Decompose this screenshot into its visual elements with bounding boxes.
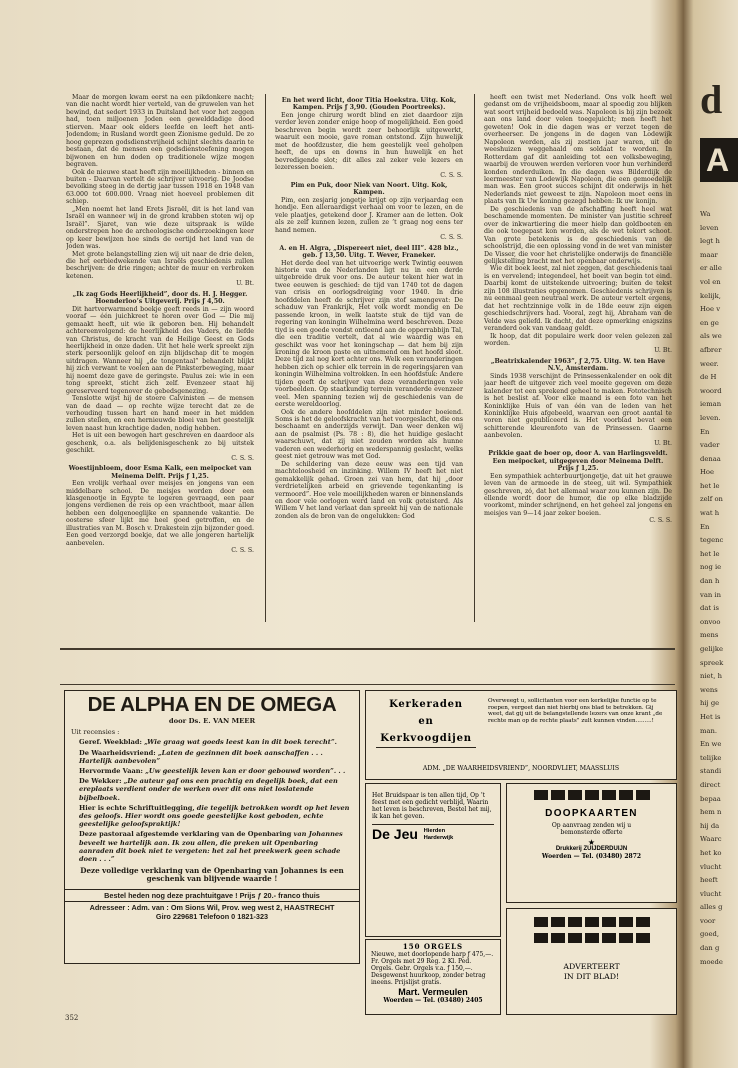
adv-line: ADVERTEERT [563,962,620,971]
next-page-line: afbrer [700,345,722,354]
next-page-line: leven [700,223,719,232]
next-page-line: kelijk, [700,291,721,300]
paragraph: Ook de andere hoofddelen zijn niet minder boeiend. Soms is het de geloofskracht van het voorgeslacht, die ons beschaamt en anderzijds verwijt. Dan weer denken wij aan de psalmist (Ps. 78 : 8), die het huidige geslacht waarschuwt, dat zij niet zouden worden als hunne vaderen een wederhorig en wederspannig geslacht, welks geest niet getrouw was met God. [275,408,463,461]
next-page-line: mens [700,631,719,640]
review-signature: C. S. S. [231,454,254,462]
paragraph: Met grote belangstelling zien wij uit naar de drie delen, die het eerbiedwekende van Israëls geschiedenis zullen beschrijven: de drie ringen; achter de muur en verbroken ketenen. [66,250,254,280]
next-page-line: maar [700,250,718,259]
paragraph: Een vrolijk verhaal over meisjes en jongens van een middelbare school. De meisjes worden door een klasgenootje in Egypte te logeren gevraagd, een paar jongens verdienen de reis op een vrachtboot, maar allen hebben een dolgenoeglijke en spannende vakantie. De oosterse sfeer lijkt me heel goed getroffen, en de illustraties van M. Bosch v. Drakestein zijn bijzonder goed. Een goed verzorgd boekje, dat we alle jongeren hartelijk aanbevelen. [66,480,254,547]
next-page-letter: d [700,77,723,122]
adv-line: IN DIT BLAD! [563,972,620,981]
druk-printer: Drukkerij ZUIJDERDUIJN [555,845,628,852]
next-page-line: heeft [700,876,718,885]
review-text: „Laten de gezinnen dit boek aanschaffen . . . Hartelijk aanbevolen” [79,748,323,765]
review-heading: En het werd licht, door Titia Hoekstra. Uitg. Kok, Kampen. Prijs ƒ 3,90. (Gouden Poortreeks). [281,97,457,112]
next-page-line: standi [700,767,722,776]
star-icon: ★ [587,837,596,847]
next-page-line: en ge [700,318,719,327]
next-page-line: direct [700,780,721,789]
ad-intro: Uit recensies : [71,728,120,737]
next-page-line: man. [700,726,718,735]
next-page-inverted-letter: A [700,138,738,182]
next-page-line: En [700,522,710,531]
next-page-line: hij ge [700,699,720,708]
next-page-line: Hoe v [700,305,721,314]
next-page-line: wat h [700,509,720,518]
ad-address: Adresseer : Adm. van : Om Sions Wil, Prov. weg west 2, HAASTRECHT [65,901,359,912]
review-signature: C. S. S. [440,234,463,242]
next-page-line: moede [700,957,723,966]
review-quote [79,830,353,863]
jeu-place: Hierden [423,828,446,834]
jeu-sign [372,824,494,841]
orgels-contact: Woerden — Tel. (03480) 2405 [383,997,483,1004]
orgels-brand: Mart. Vermeulen [398,987,468,997]
next-page-line: vlucht [700,862,722,871]
block-border [507,933,676,946]
review-signature: U. Bt. [654,347,672,355]
paragraph: Pim, een zesjarig jongetje krijgt op zijn verjaardag een hondje. Een alleraardigst verhaal om voor te lezen, en de vele plaatjes, getekend door J. Kramer aan de letten. Ook als ze zelf kunnen lezen, zullen ze ’t graag nog eens ter hand nemen. [275,196,463,234]
ad-closing: Deze volledige verklaring van de Openbaring van Johannes is een geschenk van blijvende waarde ! [80,866,344,884]
column-1 [66,94,254,622]
paragraph: Een sympathiek achterbuurtjongetje, dat uit het grauwe leven van de armoede in de steeg, uit wil. Sympathiek geschreven, zó, dat het allemaal waar zou kunnen zijn. De ellende wordt door de humor, die op elke bladzijde voorkomt, minder schrijnend, en het geheel zal jongens en meisjes van 9—14 jaar zeker boeien. [484,472,672,517]
ad-price: Bestel heden nog deze prachtuitgave ! Prijs ƒ 20.- franco thuis [65,889,359,900]
review-source: De Wekker: [79,777,122,786]
review-text: „Wie graag wat goeds leest kan in dit boek terecht”. [144,738,337,747]
block-border [507,917,676,930]
review-heading: Woestijnbloem, door Esma Kalk, een meipocket van Meinema Delft. Prijs ƒ 1,25. [68,465,252,480]
review-heading: Pim en Puk, door Niek van Noort. Uitg. Kok, Kampen. [290,181,448,197]
next-page-line: van in [700,590,721,599]
next-page-line: En we [700,740,722,749]
next-page-line: als we [700,332,722,341]
next-page-line: het le [700,549,720,558]
newspaper-page [60,78,675,1036]
next-page-line: denaa [700,454,721,463]
next-page-line: goed, [700,930,719,939]
review-source: Geref. Weekblad: [79,738,142,747]
paragraph: De schildering van deze eeuw was een tijd van machteloosheid en inzinking. Willem IV heeft het niet gemakkelijk gehad. Groen zei van hem, dat hij „door verdrietelijken arbeid en grievende tegenkanting is vermoord”. Hoe vele moeilijkheden waren er binnenslands en door vele oorlogen werd land en volk geteisterd. Als Willem V het land verlaat dan spreekt hij van de nationale zonden als de bron van de ongelukken: God [275,460,463,520]
column-divider [474,94,475,622]
next-page-line: vlucht [700,889,722,898]
paragraph: De geschiedenis van de afschaffing heeft heel wat beschamende momenten. De minister van justitie schreef over de inkwartiering die meer hielp dan goldboeten en die ook toegepast kon worden, als de wet tekort schoot. Van grote betekenis is de geschiedenis van de schoolstrijd, die een oplossing vond in de wet van minister De Visser, die voor het christelijke onderwijs de financiële gelijkstelling bracht met het openbaar onderwijs. [484,205,672,265]
druk-title: DOOPKAARTEN [545,808,638,820]
orgels-title: 150 ORGELS [402,942,464,951]
ad-doopkaarten [506,783,677,903]
jeu-text: Het Bruidspaar is ten allen tijd, Op ’t feest met een gedicht verblijd, Waarin het leven is beschreven, Bestel het mij, ik kan het geven. [372,792,492,820]
review-text: van Johannes beveelt we hartelijk aan. Ik zou allen, die preken uit Openbaring aanraden dit boek niet te vergeten: het zal het preekwerk geen schade doen . . .” [79,830,343,864]
next-page-line: onvoo [700,617,721,626]
next-page-line: de H [700,373,717,382]
next-page-line: gelijke [700,645,723,653]
next-page-line: legt h [700,237,720,246]
paragraph: Sinds 1938 verschijnt de Prinsessenkalender en ook dit jaar heeft de uitgever zich veel moeite gegeven om deze kalender tot een sprekend geheel te maken. Fototechnisch is het beslist af. Voor elke maand is een foto van het Koninklijke Huis of van één van de leden van het Koninklijke Huis afgebeeld, waarvan een groot aantal te voren niet gepubliceerd is. Het voorblad bevat een schitterende kleurenfoto van de Prinsessen. Gaarne aanbevolen. [484,372,672,440]
review-heading: „Ik zag Gods Heerlijkheid”, door ds. H. J. Hegger. Hoenderloo’s Uitgeverij. Prijs ƒ 4,50. [72,290,248,306]
kerk-text: Overweegt u, sollicitanten voor een kerkelijke functie op te roepen, vergeet dan niet hierbij ons blad te betrekken. Gij weet, dat gij uit de belangstellende lezers van onze krant „de rechte man op de rechte plaats” zult kunnen vinden.........! [488,698,663,725]
section-divider [60,684,675,685]
next-page-line: dan g [700,944,720,953]
next-page-line: hem n [700,808,722,817]
review-heading: A. en H. Algra, „Dispereert niet, deel III”. 428 blz., geb. ƒ 13,50. Uitg. T. Wever, Franeker. [279,244,459,260]
next-page-line: Hoe [700,468,715,477]
next-page-line: Wa [700,210,711,218]
druk-contact: Woerden — Tel. (03480) 2872 [541,853,642,861]
next-page-line: weer. [700,359,719,368]
paragraph: Tenslotte wijst hij de stoere Calvinisten — de mensen van de daad — op rechte wijze terecht dat ze de verhouding tussen hart en hand meer in het midden zullen stellen, en een hernieuwde bloei van het geestelijk leven naast hun krachtige daden, nodig hebben. [66,395,254,432]
review-signature: U. Bt. [654,439,672,447]
next-page-line: dan h [700,577,720,586]
review-quote [79,749,353,765]
ad-kerkeraden [365,690,677,780]
next-page-line: alles g [700,903,723,912]
next-page-line: bepaa [700,794,721,803]
next-page-line: Het is [700,712,721,721]
paragraph: Maar de morgen kwam eerst na een pikdonkere nacht; van die nacht wordt hier verteld, van de gruwelen van het bewind, dat sedert 1933 in Duitsland het voor het zeggen had, toen miljoenen Joden een gewelddadige dood stierven. Maar ook elders leefde en leeft het anti-Jodendom; in Rusland wordt geen Zionisme geduld. De zo hoog geprezen godsdienstvrijheid schijnt slechts daarin te bestaan, dat de mensen een godsdienstoefening mogen bijwonen en hun doden op traditionele wijze mogen begraven. [66,94,254,169]
review-signature: C. S. S. [231,547,254,555]
ad-adverteert [506,908,677,1015]
next-page-line: het le [700,481,720,490]
ad-title: DE ALPHA EN DE OMEGA [87,693,337,716]
column-divider [265,94,266,622]
jeu-brand: De Jeu [372,826,418,842]
review-source: Hervormde Vaan: [79,767,143,776]
column-2 [275,94,463,622]
ad-alpha-omega [64,690,360,964]
jeu-places [424,828,454,841]
ad-de-jeu [365,783,501,937]
next-page-lines [700,208,738,969]
review-signature: C. S. S. [440,171,463,179]
ad-author: door Ds. E. VAN MEER [168,717,256,725]
block-border-top [507,790,676,802]
next-page-line: vol en [700,277,721,286]
logo-line: Kerkeraden [389,699,463,710]
paragraph: Wie dit boek leest, zal niet zeggen, dat geschiedenis taai is en vervelend; integendeel, het boeit van begin tot eind. Daarbij komt de uitstekende uitvoering; buiten de tekst zijn 108 illustraties opgenomen. Geschiedenis schrijven is nu eenmaal geen neutraal werk. De auteur vertelt ergens, dat het rechtzinnige volk in de 18de eeuw zijn eigen geschiedschrijvers had. Vooral, zegt hij, Abraham van de Velde was geliefd. Ik dacht, dat deze opmerking enigszins veranderd ook van vandaag geldt. [484,265,672,333]
paragraph: Ik hoop, dat dit populaire werk door velen gelezen zal worden. [484,332,672,347]
next-page-line: woord [700,386,722,395]
logo-line: Kerkvoogdijen [376,730,476,748]
page-number: 352 [65,1014,79,1022]
next-page-line: niet, h [700,672,723,681]
next-page-line: vader [700,441,720,450]
kerk-logo [376,696,476,748]
next-page-line: hij da [700,821,720,830]
logo-line: en [418,716,434,727]
review-signature: U. Bt. [236,280,254,288]
review-text: „Uw geestelijk leven kan er door gebouwd worden”. . . [145,767,346,776]
next-page-line: leven. [700,413,721,422]
paragraph: Het is uit een bewogen hart geschreven en daardoor als geschenk, o.a. als belijdenisgeschenk zo bij uitstek geschikt. [66,432,254,455]
next-page-line: nog ie [700,563,722,572]
paragraph: Een jonge chirurg wordt blind en ziet daardoor zijn verder leven zonder enige hoop of mogelijkheid. Een goed beschreven begin wordt zeer behoorlijk uitgewerkt, waaruit een mooie, gave roman ontstond. Zijn huwelijk met de hoofdzuster, die hem geestelijk veel geholpen heeft, de ups en downs in hun huwelijk en het bevredigende slot; dit alles zal zeker vele lezers en lezeressen boeien. [275,111,463,172]
review-source: De Waarheidsvriend: [79,748,156,757]
next-page-line: En [700,427,710,436]
orgels-text: Nieuwe, met doorlopende harp ƒ 475,—. Fr. Orgels met 29 Reg. 2 Kl. Ped. Orgels. Gebr. Orgels v.a. ƒ 150,—. Desgewenst huurkoop, zonder betrag ineens. Prijslijst gratis. [371,951,494,986]
review-quote [79,767,353,775]
review-source: Deze pastoraal afgestemde verklaring van de Openbaring [79,830,292,839]
next-page-line: zelf on [700,495,723,504]
review-quote [79,804,353,829]
review-quote [79,777,353,802]
paragraph: Het derde deel van het uitvoerige werk Twintig eeuwen historie van de Nederlanden ligt nu in een derde uitgebreide druk voor ons. De auteur tekent hier wat in twee eeuwen is geschied: de tijd van 1740 tot de dagen van crisis en oorlogsdreiging voor 1940. In drie hoofddelen heeft de schrijver zijn stof samengevat: De schaduw van Frankrijk, Het volk wordt mondig en De passende kroon, in welk laatste stuk de tijd van de regering van koningin Wilhelmina werd beschreven. Deze tiyd is een goede vondst ontleend aan de opperrabbijn Tal, die een traditie vertelt, dat al wie waardig was en geschikt was voor het koningschap — dat hem bij zijn kroning de kroon paste en uitnemend om het hoofd sloot. Deze tijd zal nog kort achter ons. Welk een veranderingen hebben zich op schier elk terrein in de regeringsjaren van koningin Wilhelmina voltrokken. In een hoofdstuk: Andere tijden geeft de schrijver van deze veranderingen vele voorbeelden. Op staatkundig terrein veranderde evenzeer veel. Men spanning tezien wij de geschiedenis van de eerste wereldoorlog. [275,259,463,409]
next-page-line: spreek [700,658,724,667]
next-page-line: dat is [700,604,719,613]
paragraph: heeft een twist met Nederland. Ons volk heeft wel gedanst om de vrijheidsboom, maar al spoedig zou blijken wat soort vrijheid bedoeld was. Napoleon is bij zijn bezoek aan ons land door velen toegejuicht; men heeft het geweten! Ook in die dagen was er verzet tegen de overheerser. De jongens in de dagen van Lodewijk Napoleon werden, als zij zestien jaar waren, uit de weeshuizen weggehaald om soldaat te worden. In Rotterdam gaf dit aanleiding tot een volksbeweging, waarbij de vrouwen werden verloren voor hun verhinderd konden onderduiken. In die dagen was Bilderdijk de leermeester van Lodewijk Napoleon, die een gemoedelijk man was. Een groot succes schijnt dit onderwijs in het Nederlands niet geweest te zijn. Napoleon moet eens in plaats van Ik Uw koning gezegd hebben: Ik uw konijn. [484,94,672,206]
review-heading: „Beatrixkalender 1963”, ƒ 2,75. Uitg. W. ten Have N.V., Amsterdam. [490,357,666,373]
druk-text: Op aanvraag zenden wij u bemonsterde offerte [551,822,632,837]
review-source: Hier is echte Schriftuitlegging, [79,803,195,812]
column-3 [484,94,672,622]
review-quote [79,738,353,746]
ad-giro: Giro 229681 Telefoon 0 1821-323 [155,912,269,922]
next-page-line: voor [700,916,716,925]
next-page-line: het ko [700,848,722,857]
next-page-line: ieman [700,400,722,409]
next-page-line: Waarc [700,835,722,844]
next-page-line: er alle [700,264,722,273]
review-list [65,738,359,863]
section-divider [60,648,675,650]
paragraph: Dit hartverwarmend boekje geeft reeds in — zijn woord vooraf — één juichkreet te horen over God — Die mij gemaakt heeft, uit wie ik geboren ben. Hij behandelt achtereenvolgend: de heerlijkheid des Vaders, de liefde van Christus, de kracht van de Heilige Geest en Gods heerlijkheid in onze daden. Uit het hele werk spreekt zijn sterk persoonlijk geloof en zijn blijdschap dit te mogen uitdragen. Wanneer hij „de tongentaal” behandelt blijkt hij zich verwant te voelen aan de Pinksterbeweging, maar hij noemt deze gave de geringste. Paulus zei: wie in een tong spreekt, sticht zich zelf. Evenzeer staat hij gereserveerd tegenover de gebedsgenezing. [66,305,254,395]
next-page-fragment [700,77,738,969]
next-page-line: telijke [700,753,722,762]
paragraph: Ook de nieuwe staat heeft zijn moeilijkheden - binnen en buiten - Daarvan vertelt de schrijver uitvoerig. De Joodse bevolking steeg in de dertig jaar tussen 1918 en 1948 van 63.000 tot 600.000. Vraag niet hoeveel problemen dit schiep. [66,168,254,206]
jeu-place: Harderwijk [423,834,454,841]
paragraph: „Men noemt het land Erets Jisraël, dit is het land van Israël en wanneer wij in de grond krabben stoten wij op Israël”. Sjaret, van wie deze uitspraak is wilde onderstrepen hoe de archeologische onderzoekingen keer op keer bewijzen hoe sinds de oertijd het land van de Joden was. [66,205,254,251]
next-page-line: tegenc [700,536,724,545]
review-signature: C. S. S. [649,517,672,525]
review-text: „De auteur gaf ons een prachtig en degelijk boek, dat een ereplaats verdient onder de werken over dit ons niet loslatende bijbelboek. [79,777,338,802]
review-heading: Prikkie gaat de boer op, door A. van Harlingsveldt. Een meipocket, uitgegeven door Meinema Delft. Prijs ƒ 1,25. [488,450,668,473]
next-page-line: wens [700,685,718,694]
review-text: die tegelijk betrokken wordt op het leven des geloofs. Hier wordt ons goede geestelijke kost geboden, echte geestelijke geloofspraktijk! [79,803,350,829]
ad-orgels [365,939,501,1015]
kerk-address: ADM. „DE WAARHEIDSVRIEND”, NOORDVLIET, MAASSLUIS [422,765,620,772]
